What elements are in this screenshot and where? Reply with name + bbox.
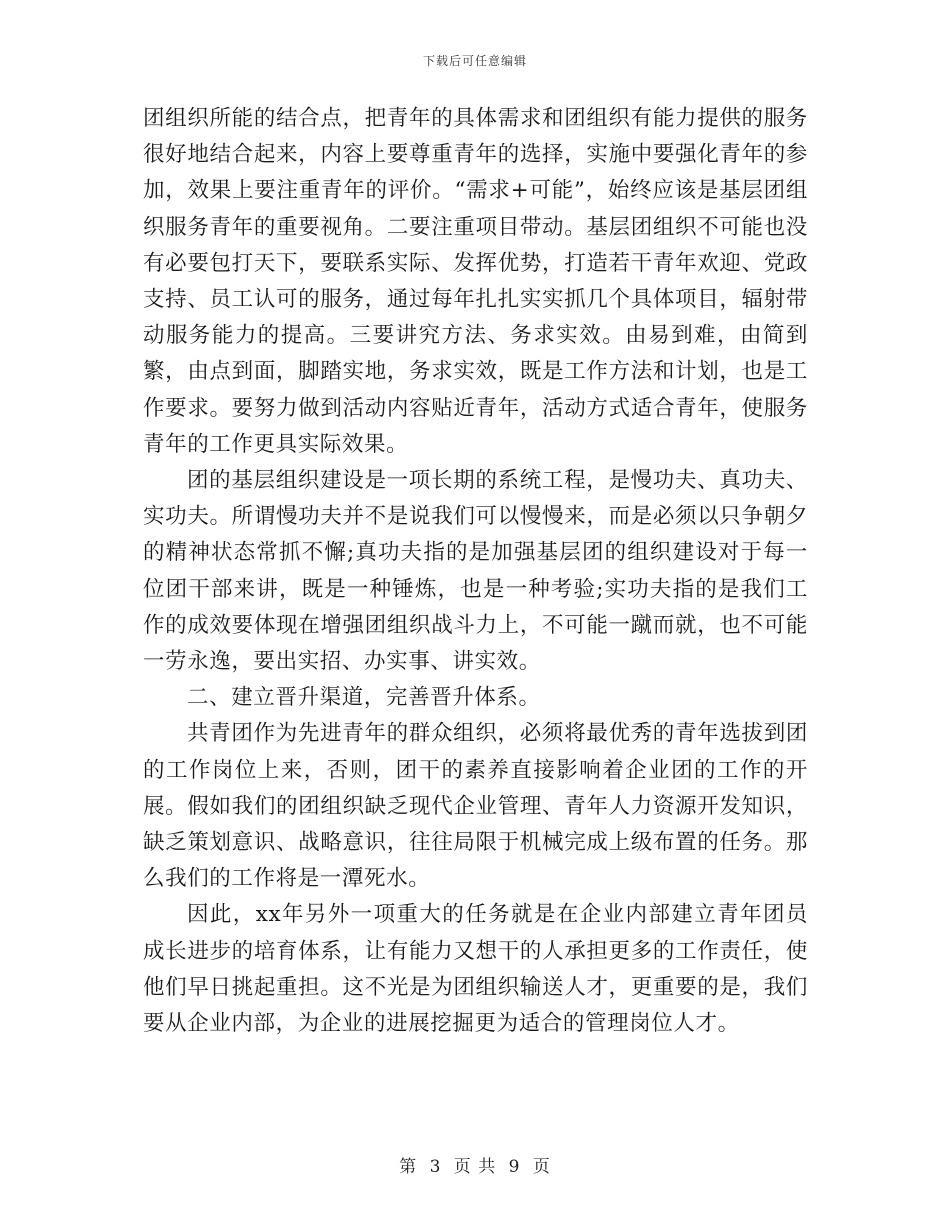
page-footer <box>0 1152 950 1177</box>
section-heading: 二、建立晋升渠道，完善晋升体系。 <box>187 685 541 711</box>
page-header: 下载后可任意编辑 <box>422 54 527 68</box>
paragraph-2: 团的基层组织建设是一项长期的系统工程，是慢功夫、真功夫、实功夫。所谓慢功夫并不是说我们可以慢慢来，而是必须以只争朝夕的精神状态常抓不懈;真功夫指的是加强基层团的组织建设对于每一位团干部来讲，既是一种锤炼，也是一种考验;实功夫指的是我们工作的成效要体现在增强团组织战斗力上，不可能一蹴而就，也不可能一劳永逸，要出实招、办实事、讲实效。 <box>143 468 808 675</box>
paragraph-4: 因此，xx年另外一项重大的任务就是在企业内部建立青年团员成长进步的培育体系，让有能力又想干的人承担更多的工作责任，使他们早日挑起重担。这不光是为团组织输送人才，更重要的是，我们要从企业内部，为企业的进展挖掘更为适合的管理岗位人才。 <box>143 902 808 1037</box>
total-page-count: 9 <box>508 1157 521 1177</box>
document-body <box>143 101 808 1042</box>
paragraph-3: 共青团作为先进青年的群众组织，必须将最优秀的青年选拔到团的工作岗位上来，否则，团干的素养直接影响着企业团的工作的开展。假如我们的团组织缺乏现代企业管理、青年人力资源开发知识，缺乏策划意识、战略意识，往往局限于机械完成上级布置的任务。那么我们的工作将是一潭死水。 <box>143 721 808 892</box>
current-page-number: 3 <box>429 1157 442 1177</box>
footer-prefix: 第 <box>399 1157 418 1177</box>
paragraph-1: 团组织所能的结合点，把青年的具体需求和团组织有能力提供的服务很好地结合起来，内容上要尊重青年的选择，实施中要强化青年的参加，效果上要注重青年的评价。“需求+可能”，始终应该是基层团组织服务青年的重要视角。二要注重项目带动。基层团组织不可能也没有必要包打天下，要联系实际、发挥优势，打造若干青年欢迎、党政支持、员工认可的服务，通过每年扎扎实实抓几个具体项目，辐射带动服务能力的提高。三要讲究方法、务求实效。由易到难，由简到繁，由点到面，脚踏实地，务求实效，既是工作方法和计划，也是工作要求。要努力做到活动内容贴近青年，活动方式适合青年，使服务青年的工作更具实际效果。 <box>143 106 808 457</box>
footer-middle: 页 共 <box>453 1157 497 1177</box>
footer-suffix: 页 <box>532 1157 551 1177</box>
